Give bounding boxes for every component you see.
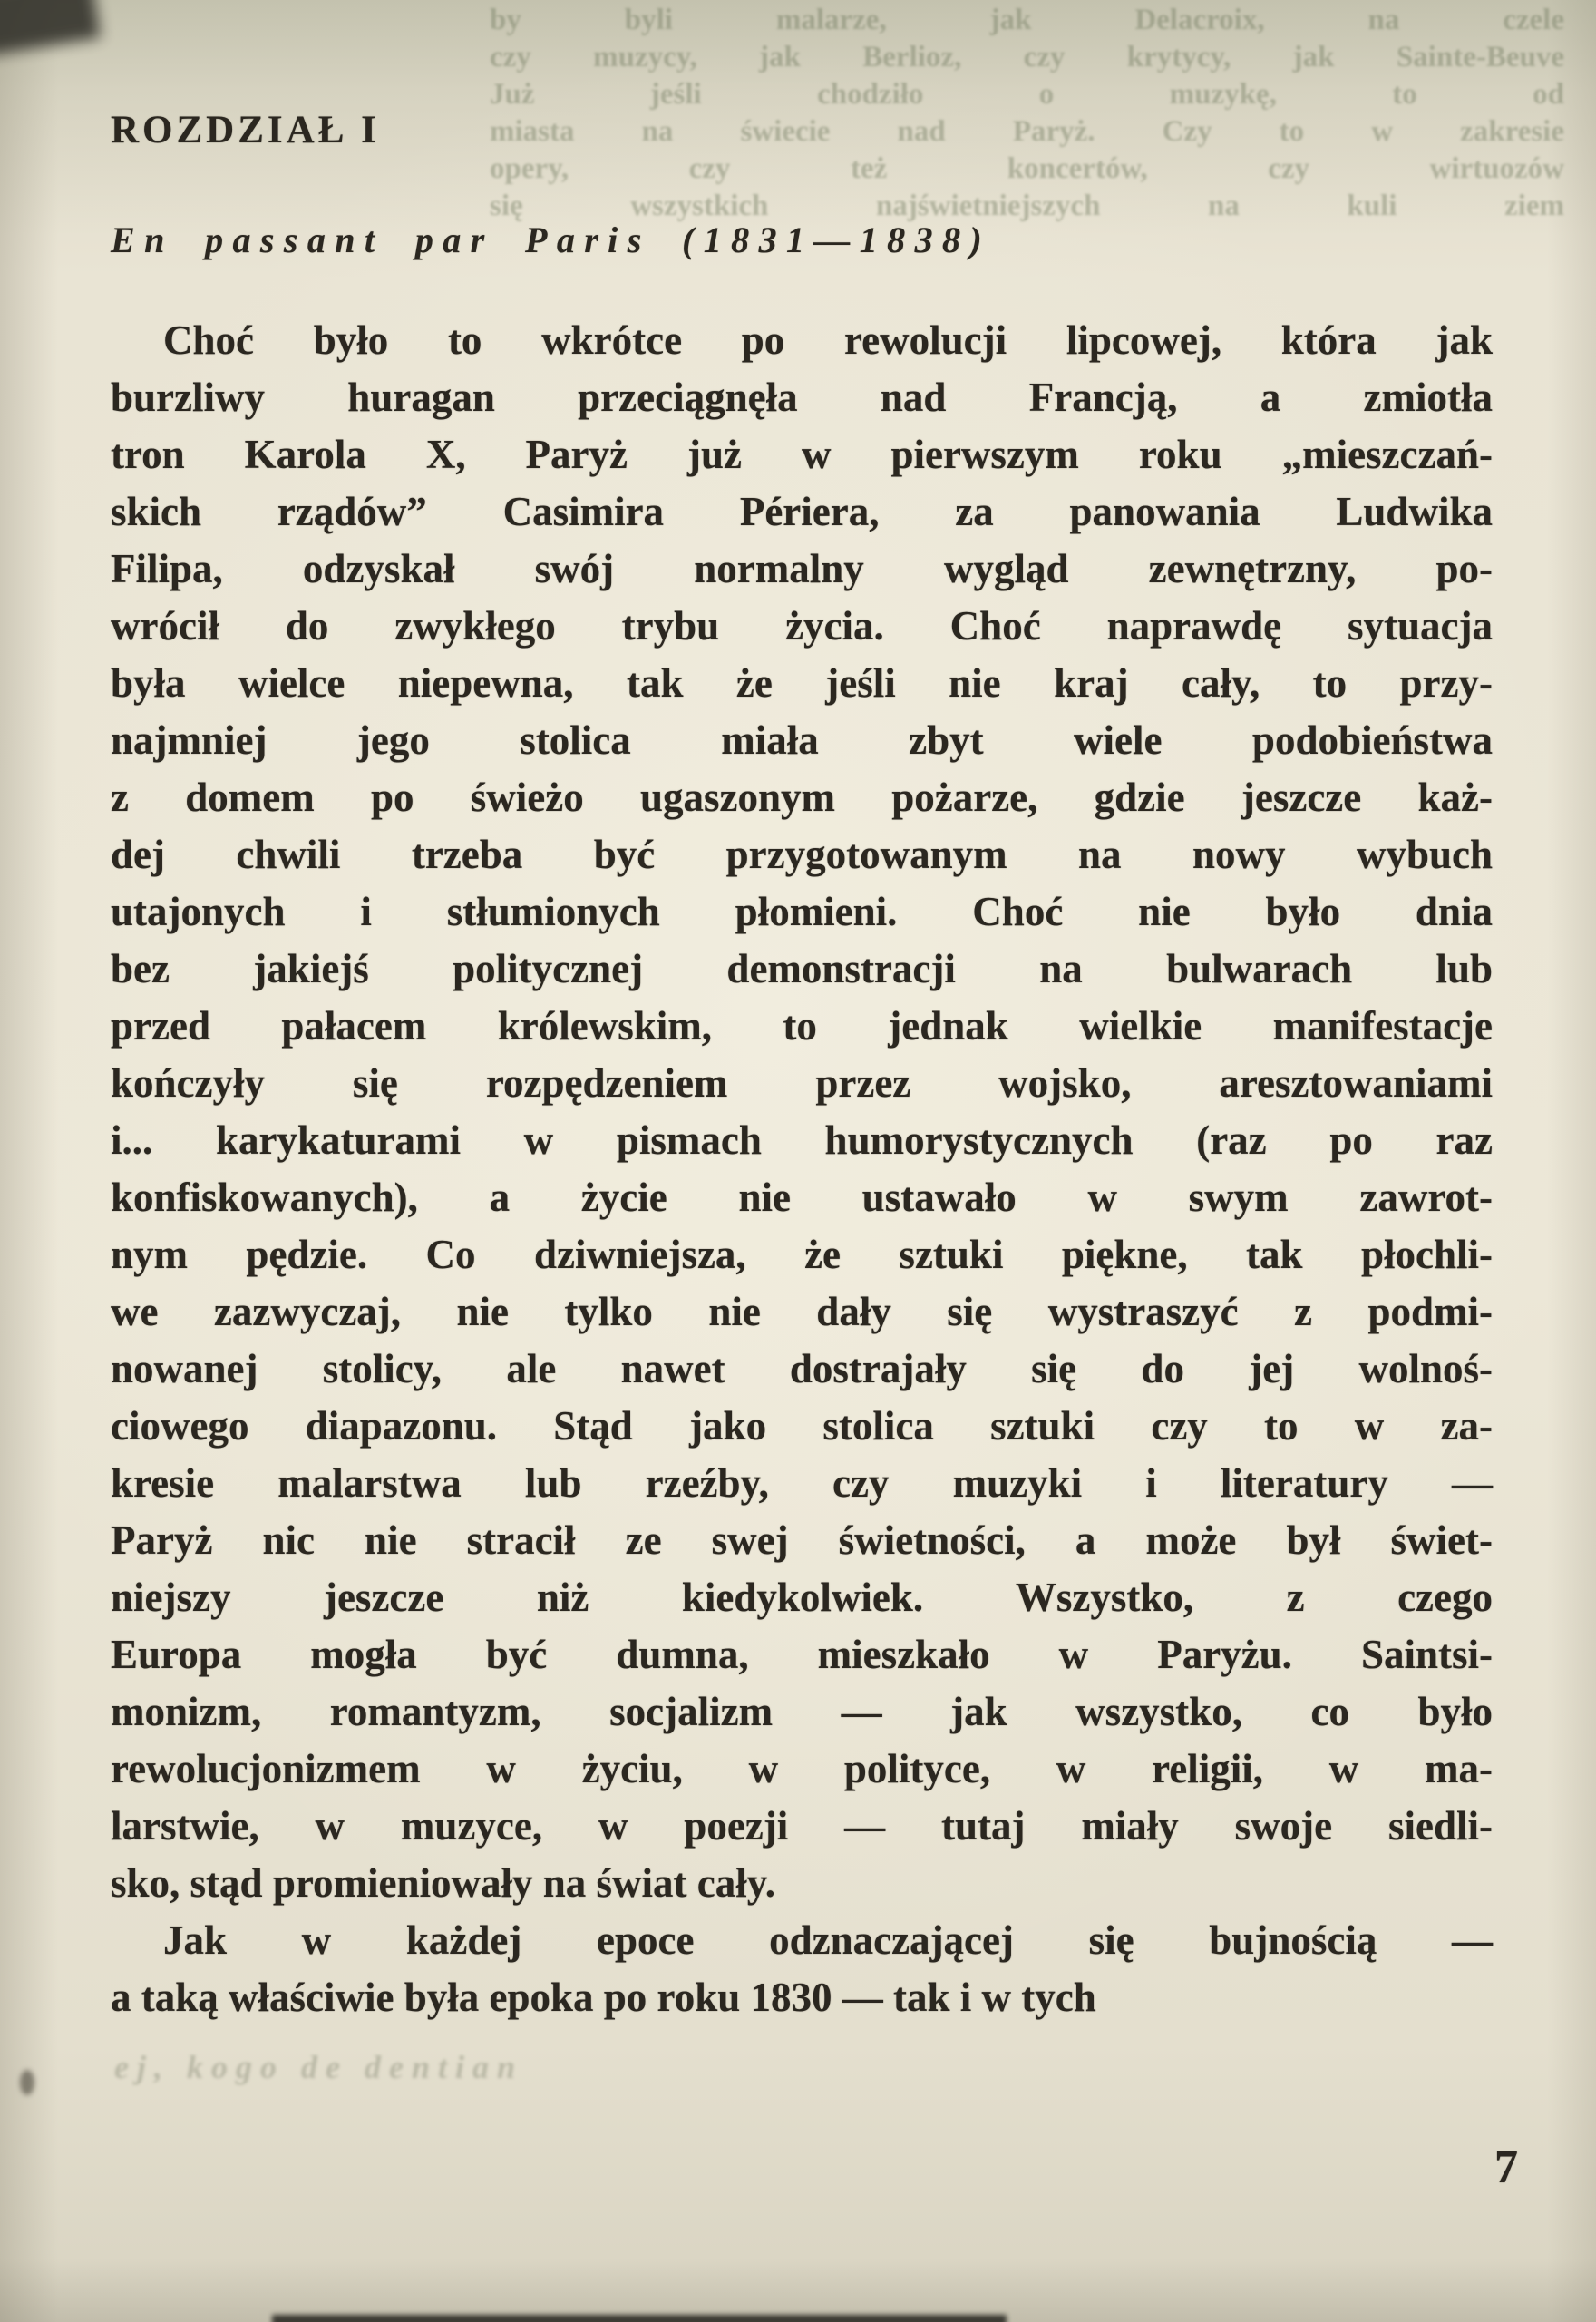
chapter-heading: ROZDZIAŁ I [111, 109, 380, 151]
body-text [111, 312, 1493, 2026]
text-line: kończyły się rozpędzeniem przez wojsko, aresztowaniami [111, 1060, 1493, 1106]
text-line: z domem po świeżo ugaszonym pożarze, gdzie jeszcze każ- [111, 775, 1493, 820]
text-line: Filipa, odzyskał swój normalny wygląd zewnętrzny, po- [111, 546, 1493, 591]
text-line: konfiskowanych), a życie nie ustawało w swym zawrot- [111, 1175, 1493, 1220]
bleedthrough-line: opery, czy też koncertów, czy wirtuozów [490, 152, 1564, 185]
text-line: we zazwyczaj, nie tylko nie dały się wystraszyć z podmi- [111, 1289, 1493, 1334]
text-line: była wielce niepewna, tak że jeśli nie kraj cały, to przy- [111, 660, 1493, 706]
page-edge-shadow [272, 2315, 1007, 2322]
text-line: Europa mogła być dumna, mieszkało w Paryżu. Saintsi- [111, 1632, 1493, 1677]
text-line: monizm, romantyzm, socjalizm — jak wszystko, co było [111, 1689, 1493, 1734]
text-line: burzliwy huragan przeciągnęła nad Francją, a zmiotła [111, 375, 1493, 420]
text-line: Choć było to wkrótce po rewolucji lipcowej, która jak [163, 317, 1493, 363]
text-line: skich rządów” Casimira Périera, za panowania Ludwika [111, 489, 1493, 534]
text-line: niejszy jeszcze niż kiedykolwiek. Wszystko, z czego [111, 1575, 1493, 1620]
text-line: utajonych i stłumionych płomieni. Choć nie było dnia [111, 889, 1493, 934]
text-line: rewolucjonizmem w życiu, w polityce, w religii, w ma- [111, 1746, 1493, 1791]
text-line: tron Karola X, Paryż już w pierwszym roku „mieszczań- [111, 432, 1493, 477]
text-line: a taką właściwie była epoka po roku 1830 — tak i w tych [111, 1975, 1096, 2020]
text-line: dej chwili trzeba być przygotowanym na nowy wybuch [111, 832, 1493, 877]
text-line: sko, stąd promieniowały na świat cały. [111, 1860, 776, 1906]
bleedthrough-line: czy muzycy, jak Berlioz, czy krytycy, jak Sainte-Beuve [490, 41, 1564, 73]
text-line: i... karykaturami w pismach humorystycznych (raz po raz [111, 1117, 1493, 1163]
text-line: bez jakiejś politycznej demonstracji na bulwarach lub [111, 946, 1493, 991]
text-line: nym pędzie. Co dziwniejsza, że sztuki piękne, tak płochli- [111, 1232, 1493, 1277]
page-number: 7 [1494, 2142, 1518, 2193]
section-title: En passant par Paris (1831—1838) [111, 220, 992, 260]
bleedthrough-line: się wszystkich najświetniejszych na kuli ziem [490, 190, 1564, 222]
text-line: larstwie, w muzyce, w poezji — tutaj miały swoje siedli- [111, 1803, 1493, 1849]
text-line: wrócił do zwykłego trybu życia. Choć naprawdę sytuacja [111, 603, 1493, 649]
text-line: Jak w każdej epoce odznaczającej się bujnością — [163, 1917, 1493, 1963]
text-line: najmniej jego stolica miała zbyt wiele podobieństwa [111, 717, 1493, 763]
bleedthrough-line: miasta na świecie nad Paryż. Czy to w zakresie [490, 115, 1564, 148]
page-content [111, 109, 1493, 2026]
text-line: kresie malarstwa lub rzeźby, czy muzyki i literatury — [111, 1460, 1493, 1506]
ink-smudge [20, 2070, 34, 2095]
spine-shadow [0, 0, 101, 56]
bleedthrough-line: by byli malarze, jak Delacroix, na czele [490, 4, 1564, 36]
bleedthrough-line: Już jeśli chodziło o muzykę, to od [490, 78, 1564, 111]
text-line: przed pałacem królewskim, to jednak wielkie manifestacje [111, 1003, 1493, 1049]
text-line: ciowego diapazonu. Stąd jako stolica sztuki czy to w za- [111, 1403, 1493, 1449]
text-line: nowanej stolicy, ale nawet dostrajały się do jej wolnoś- [111, 1346, 1493, 1391]
bleedthrough-text-bottom: ej, kogo de dentian [114, 2049, 523, 2085]
text-line: Paryż nic nie stracił ze swej świetności, a może był świet- [111, 1517, 1493, 1563]
